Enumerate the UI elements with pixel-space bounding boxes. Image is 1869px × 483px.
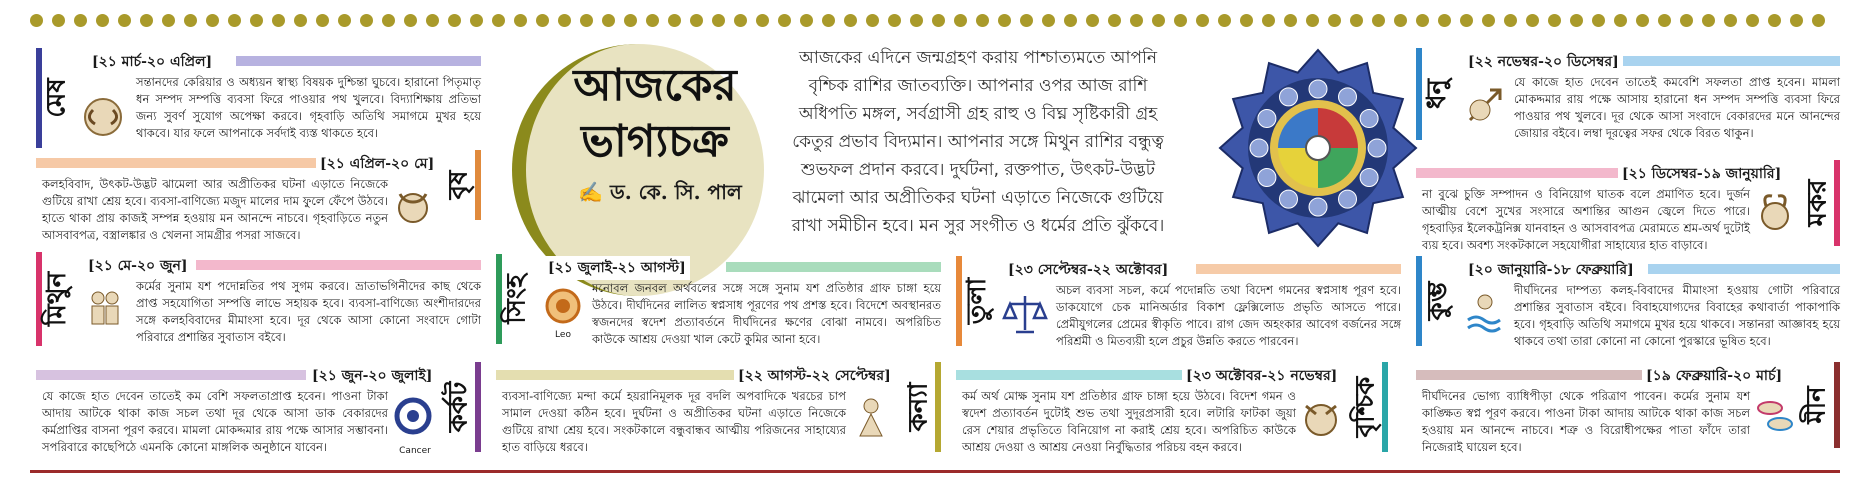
goat-icon bbox=[1750, 188, 1800, 238]
sign-text: যে কাজে হাত দেবেন তাতেই কমবেশি সফলতা প্রাপ্ত হবেন। মামলা মোকদ্দমার রায় পক্ষে আসায় হারানো ধন সম্পদ সম্পত্তি ব্যবসা ফিরে পাওয়ার পথ খুলবে। দূর থেকে আসা সংবাদে বেকারদের মনে আনন্দের জোয়ার বইবে। লম্বা দূরত্বের সফর থেকে বিরত থাকুন। bbox=[1514, 75, 1840, 140]
wheel-sign-badge bbox=[1258, 110, 1276, 128]
wheel-sign-badge bbox=[1280, 190, 1298, 208]
border-dot bbox=[250, 14, 263, 27]
color-bar bbox=[496, 370, 736, 380]
title-line-2: ভাগ্যচক্র bbox=[581, 116, 729, 167]
border-dot bbox=[492, 14, 505, 27]
sign-tab-kanya bbox=[903, 362, 941, 452]
border-dot bbox=[404, 14, 417, 27]
sign-box-makar bbox=[1416, 160, 1840, 260]
sign-tab-brisha bbox=[443, 150, 481, 220]
border-dot bbox=[690, 14, 703, 27]
border-dot bbox=[1064, 14, 1077, 27]
border-dot bbox=[602, 14, 615, 27]
lion-icon bbox=[538, 284, 588, 334]
color-bar bbox=[1612, 56, 1840, 66]
sign-date: [২৩ সেপ্টেম্বর-২২ অক্টোবর] bbox=[1004, 258, 1172, 282]
sign-text: কর্মের সুনাম যশ পদোন্নতির পথ সুগম করবে। ভ্রাতাভগিনীদের কাছ থেকে প্রাপ্ত সহযোগিতা সম্পত্তি লাভে সহায়ক হবে। ব্যবসা-বাণিজ্যে অংশীদারদের সঙ্গে কলহবিবাদের মীমাংসা হবে। দূর থেকে আসা কোনো সংবাদে গোটা পরিবারে প্রশান্তির সুবাতাস বইবে। bbox=[136, 279, 481, 344]
sign-box-dhanu bbox=[1416, 48, 1840, 148]
scales-icon bbox=[1000, 290, 1050, 340]
wheel-sign-badge bbox=[1360, 110, 1378, 128]
sign-box-meen bbox=[1416, 362, 1840, 462]
author bbox=[560, 178, 760, 211]
sign-box-brishchik bbox=[956, 362, 1401, 462]
sign-box-brisha bbox=[36, 150, 481, 250]
border-dot bbox=[1768, 14, 1781, 27]
border-dot bbox=[1394, 14, 1407, 27]
border-dot bbox=[536, 14, 549, 27]
wheel-sign-badge bbox=[1280, 88, 1298, 106]
sign-text: না বুঝে চুক্তি সম্পাদন ও বিনিয়োগ ঘাতক বলে প্রমাণিত হবে। দুর্জন আত্মীয় বেশে সুখের সংসারে অশান্তির আগুন জ্বেলে দিতে পারে। গৃহবাড়ির ইলেকট্রনিক্স যানবাহন ও আসবাবপত্র মেরামতে শ্রম-অর্থ দুটোই ব্যয় হবে। অবশ্য সংকটকালে সহযোগীরা সাহায্যের হাত বাড়াবে। bbox=[1422, 187, 1750, 252]
border-dot bbox=[30, 14, 43, 27]
border-dot bbox=[1174, 14, 1187, 27]
border-dot bbox=[888, 14, 901, 27]
crab-icon bbox=[388, 394, 438, 444]
color-bar bbox=[196, 260, 481, 270]
border-dot bbox=[1130, 14, 1143, 27]
sign-text: কলহবিবাদ, উৎকট-উদ্ভট ঝামেলা আর অপ্রীতিকর ঘটনা এড়াতে নিজেকে গুটিয়ে রাখা শ্রেয় হবে। ব্যবসা-বাণিজ্যে মজুদ মালের দাম ফুলে ফেঁপে উঠবে। হাতে থাকা প্রায় কাজই সম্পন্ন হওয়ায় মন আনন্দে নাচবে। গৃহবাড়িতে নতুন আসবাবপত্র, বস্ত্রালঙ্কার ও খেলনা সামগ্রীর পসরা সাজবে। bbox=[42, 177, 388, 242]
border-dot bbox=[1262, 14, 1275, 27]
border-dot bbox=[1020, 14, 1033, 27]
border-dot bbox=[360, 14, 373, 27]
sign-date: [১৯ ফেব্রুয়ারি-২০ মার্চ] bbox=[1642, 364, 1786, 388]
wheel-sign-badge bbox=[1309, 198, 1327, 216]
border-dot bbox=[910, 14, 923, 27]
wheel-sign-badge bbox=[1258, 169, 1276, 187]
sign-name: তুলা bbox=[962, 277, 993, 325]
sign-name: কন্যা bbox=[903, 382, 934, 432]
border-dot bbox=[1724, 14, 1737, 27]
sign-text: কর্ম অর্থ মোক্ষ সুনাম যশ প্রতিষ্ঠার গ্রাফ চাঙ্গা হয়ে উঠবে। বিদেশ গমন ও স্বদেশ প্রত্যাবর্তন দুটোই শুভ তথা সুদূরপ্রসারী হবে। লটারি ফাটকা জুয়া রেস শেয়ার প্রভৃতিতে বিনিয়োগ না করাই শ্রেয় হবে। অপরিচিত কাউকে আশ্রয় দেওয়া ও আশ্রয় নেওয়া নির্বুদ্ধিতার পরিচয় বহন করবে। bbox=[962, 389, 1296, 454]
sign-text: ব্যবসা-বাণিজ্যে মন্দা কর্মে হয়রানিমূলক দূর বদলি অপবাদিকে খরচের চাপ সামাল দেওয়া কঠিন হবে। দুর্ঘটনা ও অপ্রীতিকর ঘটনা এড়াতে নিজেকে গুটিয়ে রাখা শ্রেয় হবে। সংকটকালে বন্ধুবান্ধব আত্মীয় পরিজনের সাহায্যের হাত বাড়িয়ে ধরবে। bbox=[502, 389, 846, 454]
border-dot bbox=[162, 14, 175, 27]
sign-tab-tula bbox=[956, 256, 994, 346]
title-line-1: আজকের bbox=[573, 60, 737, 111]
border-dot bbox=[96, 14, 109, 27]
sign-box-kanya bbox=[496, 362, 941, 462]
border-dot bbox=[338, 14, 351, 27]
bull-icon bbox=[388, 180, 438, 230]
border-dot bbox=[294, 14, 307, 27]
archer-icon bbox=[1460, 80, 1510, 130]
scorpion-icon bbox=[1296, 394, 1346, 444]
footer-line bbox=[30, 470, 1840, 473]
border-dot bbox=[1416, 14, 1429, 27]
sign-text: অচল ব্যবসা সচল, কর্মে পদোন্নতি তথা বিদেশ গমনের স্বপ্নসাধ পূরণ হবে। ডাকযোগে চেক মানিঅর্ডার বিকাশ ফ্লেক্সিলোড প্রভৃতি আসতে পারে। প্রেমীযুগলের প্রেমের স্বীকৃতি পাবে। রাগ জেদ অহংকার আবেগ বর্জনের সঙ্গে পরিশ্রমী ও মিতব্যয়ী হলে প্রচুর উন্নতি করতে পারবেন। bbox=[1056, 283, 1401, 348]
color-bar bbox=[36, 158, 336, 168]
sign-name: মেষ bbox=[42, 78, 73, 118]
border-dot bbox=[206, 14, 219, 27]
sign-name: সিংহ bbox=[502, 274, 532, 324]
sign-name: ধনু bbox=[1422, 78, 1452, 110]
sign-date: [২১ মার্চ-২০ এপ্রিল] bbox=[88, 50, 216, 74]
sign-tab-kumbha bbox=[1416, 256, 1454, 346]
sign-box-singha bbox=[496, 254, 941, 354]
border-dot bbox=[712, 14, 725, 27]
sign-date: [২১ জুলাই-২১ আগস্ট] bbox=[544, 256, 690, 280]
sign-tab-brishchik bbox=[1350, 362, 1388, 452]
border-dot bbox=[1460, 14, 1473, 27]
intro-text: আজকের এদিনে জন্মগ্রহণ করায় পাশ্চাত্যমতে আপনি বৃশ্চিক রাশির জাতব্যক্তি। আপনার ওপর আজ রাশি অধিপতি মঙ্গল, সর্বগ্রাসী গ্রহ রাহু ও বিঘ্ন সৃষ্টিকারী গ্রহ কেতুর প্রভাব বিদ্যমান। আপনার সঙ্গে মিথুন রাশির বন্ধুত্ব শুভফল প্রদান করবে। দুর্ঘটনা, রক্তপাত, উৎকট-উদ্ভট ঝামেলা আর অপ্রীতিকর ঘটনা এড়াতে নিজেকে গুটিয়ে রাখা সমীচীন হবে। মন সুর সংগীত ও ধর্মের প্রতি ঝুঁকবে। bbox=[791, 48, 1165, 236]
sign-tab-dhanu bbox=[1416, 48, 1454, 140]
border-dot bbox=[118, 14, 131, 27]
water-bearer-icon bbox=[1460, 288, 1510, 338]
sign-tab-mesh bbox=[36, 48, 74, 148]
virgin-icon bbox=[846, 392, 896, 442]
color-bar bbox=[1196, 264, 1401, 274]
border-dot bbox=[822, 14, 835, 27]
pen-icon: ✍ bbox=[578, 180, 611, 204]
border-dot bbox=[272, 14, 285, 27]
border-dot bbox=[1812, 14, 1825, 27]
border-dot bbox=[866, 14, 879, 27]
twins-icon bbox=[80, 282, 130, 332]
wheel-sign-badge bbox=[1339, 190, 1357, 208]
sign-date: [২১ জুন-২০ জুলাই] bbox=[308, 364, 436, 388]
sign-text: মনোবল জনবল অর্থবলের সঙ্গে সঙ্গে সুনাম যশ প্রতিষ্ঠার গ্রাফ চাঙ্গা হয়ে উঠবে। দীর্ঘদিনের লালিত স্বপ্নসাধ পূরণের পথ প্রশস্ত হবে। বিদেশে অবস্থানরত স্বজনদের স্বদেশ প্রত্যাবর্তনে দীর্ঘদিনের ক্ষণের বোঝা নামবে। অপরিচিত কাউকে আশ্রয় দেওয়া খাল কেটে কুমির আনা হবে। bbox=[592, 281, 941, 346]
color-bar bbox=[36, 370, 306, 380]
border-dot bbox=[1438, 14, 1451, 27]
border-dot bbox=[1746, 14, 1759, 27]
sign-date: [২২ নভেম্বর-২০ ডিসেম্বর] bbox=[1464, 50, 1623, 74]
border-dot bbox=[756, 14, 769, 27]
border-dot bbox=[1108, 14, 1121, 27]
border-dot bbox=[778, 14, 791, 27]
sign-date: [২১ মে-২০ জুন] bbox=[84, 254, 192, 278]
border-dot bbox=[470, 14, 483, 27]
sign-name: বৃশ্চিক bbox=[1350, 376, 1381, 438]
sign-tab-meen bbox=[1802, 362, 1840, 448]
border-dot bbox=[514, 14, 527, 27]
border-dot bbox=[1504, 14, 1517, 27]
border-dot bbox=[74, 14, 87, 27]
sign-date: [২১ এপ্রিল-২০ মে] bbox=[316, 152, 438, 176]
border-dot bbox=[448, 14, 461, 27]
wheel-sign-badge bbox=[1309, 80, 1327, 98]
border-dot bbox=[140, 14, 153, 27]
wheel-sign-badge bbox=[1339, 88, 1357, 106]
color-bar bbox=[726, 262, 941, 272]
border-dot bbox=[998, 14, 1011, 27]
border-dot bbox=[558, 14, 571, 27]
color-bar bbox=[1416, 370, 1646, 380]
border-dot bbox=[1526, 14, 1539, 27]
sign-tab-karkat bbox=[443, 362, 481, 452]
border-dot bbox=[624, 14, 637, 27]
border-dot bbox=[1284, 14, 1297, 27]
sign-box-kumbha bbox=[1416, 256, 1840, 356]
sign-name: কুম্ভ bbox=[1422, 281, 1452, 321]
border-dot bbox=[1790, 14, 1803, 27]
border-dot bbox=[734, 14, 747, 27]
color-bar bbox=[1648, 264, 1840, 274]
sign-box-tula bbox=[956, 256, 1401, 356]
border-dot bbox=[954, 14, 967, 27]
border-dot bbox=[1350, 14, 1363, 27]
sign-tab-makar bbox=[1802, 160, 1840, 246]
sign-box-mesh bbox=[36, 48, 481, 160]
ram-icon bbox=[78, 92, 128, 142]
sign-box-mithun bbox=[36, 252, 481, 352]
border-dot bbox=[800, 14, 813, 27]
border-dot bbox=[844, 14, 857, 27]
border-dot bbox=[976, 14, 989, 27]
border-dot bbox=[1658, 14, 1671, 27]
border-dot bbox=[932, 14, 945, 27]
border-dot bbox=[1152, 14, 1165, 27]
border-dot bbox=[1548, 14, 1561, 27]
sign-text: দীর্ঘদিনের ভোগ্য ব্যাধিপীড়া থেকে পরিত্রাণ পাবেন। কর্মের সুনাম যশ কাঙ্ক্ষিত স্বপ্ন পূরণ করবে। পাওনা টাকা আদায় আটকে থাকা কাজ সচল হওয়ায় মন আনন্দে নাচবে। শত্রু ও বিরোধীপক্ষের পাতা ফাঁদে তারা নিজেরাই ঘায়েল হবে। bbox=[1422, 389, 1750, 454]
border-dot bbox=[668, 14, 681, 27]
wheel-sign-badge bbox=[1250, 139, 1268, 157]
border-dot bbox=[580, 14, 593, 27]
border-dot bbox=[184, 14, 197, 27]
color-bar bbox=[956, 370, 1186, 380]
border-dot bbox=[1570, 14, 1583, 27]
border-dot bbox=[1306, 14, 1319, 27]
zodiac-wheel-icon bbox=[1218, 48, 1418, 248]
border-dot bbox=[1372, 14, 1385, 27]
border-dot bbox=[1196, 14, 1209, 27]
border-dot bbox=[52, 14, 65, 27]
sign-date: [২২ আগস্ট-২২ সেপ্টেম্বর] bbox=[734, 364, 895, 388]
sign-text: সন্তানদের কেরিয়ার ও অধ্যয়ন স্বাস্থ্য বিষয়ক দুশ্চিন্তা ঘুচবে। হারানো পিতৃমাতৃ ধন সম্পদ সম্পত্তি ব্যবসা ফিরে পাওয়ার পথ খুলবে। বিদ্যাশিক্ষায় প্রতিভা জন্য সুবর্ণ সুযোগ অপেক্ষা করবে। গৃহবাড়ি অতিথি সমাগমে মুখর হয়ে থাকবে। যার ফলে আপনাকে সর্বদাই ব্যস্ত থাকতে হবে। bbox=[136, 75, 481, 140]
sign-tab-mithun bbox=[36, 252, 74, 346]
sign-name: মকর bbox=[1802, 179, 1832, 227]
sign-text: যে কাজে হাত দেবেন তাতেই কম বেশি সফলতাপ্রাপ্ত হবেন। পাওনা টাকা আদায় আটকে থাকা কাজ সচল তথা দূর থেকে আসা ডাক বেকারদের কর্মপ্রাপ্তির বাসনা পূরণ করবে। মামলা মোকদ্দমার রায় পক্ষে আসার সম্ভাবনা। সপরিবারে কাছেপিঠে এমনকি কোনো মাঙ্গলিক অনুষ্ঠানে যাবেন। bbox=[42, 389, 388, 454]
border-dot bbox=[316, 14, 329, 27]
border-dot bbox=[1240, 14, 1253, 27]
wheel-sign-badge bbox=[1360, 169, 1378, 187]
sign-date: [২০ জানুয়ারি-১৮ ফেব্রুয়ারি] bbox=[1464, 258, 1638, 282]
sign-box-karkat bbox=[36, 362, 481, 462]
border-dot bbox=[382, 14, 395, 27]
fish-icon bbox=[1750, 390, 1800, 440]
sign-date: [২১ ডিসেম্বর-১৯ জানুয়ারি] bbox=[1618, 162, 1785, 186]
border-dot bbox=[1042, 14, 1055, 27]
border-dot bbox=[1218, 14, 1231, 27]
dotted-border bbox=[30, 14, 1840, 28]
sign-name: বৃষ bbox=[443, 170, 473, 200]
sign-date: [২৩ অক্টোবর-২১ নভেম্বর] bbox=[1182, 364, 1341, 388]
wheel-sign-badge bbox=[1368, 139, 1386, 157]
icon-caption: Leo bbox=[555, 330, 571, 340]
page-title bbox=[540, 58, 770, 170]
border-dot bbox=[426, 14, 439, 27]
color-bar bbox=[236, 56, 481, 66]
border-dot bbox=[1702, 14, 1715, 27]
sign-text: দীর্ঘদিনের দাম্পত্য কলহ-বিবাদের মীমাংসা হওয়ায় গোটা পরিবারে প্রশান্তির সুবাতাস বইবে। বিবাহযোগ্যদের বিবাহের কথাবার্তা পাকাপাকি হবে। গৃহবাড়ি অতিথি সমাগমে মুখর হয়ে থাকবে। সন্তানরা আজ্ঞাবহ হয়ে থাকবে তথা তারা কোনো না কোনো পুরস্কারে ভূষিত হবে। bbox=[1514, 283, 1840, 348]
border-dot bbox=[646, 14, 659, 27]
sign-name: মীন bbox=[1802, 386, 1832, 424]
border-dot bbox=[1636, 14, 1649, 27]
border-dot bbox=[1614, 14, 1627, 27]
sign-name: মিথুন bbox=[42, 271, 73, 327]
sign-tab-singha bbox=[496, 254, 534, 344]
color-bar bbox=[1416, 168, 1626, 178]
border-dot bbox=[228, 14, 241, 27]
author-name: ড. কে. সি. পাল bbox=[610, 180, 742, 204]
icon-caption: Cancer bbox=[399, 446, 431, 456]
border-dot bbox=[1680, 14, 1693, 27]
border-dot bbox=[1482, 14, 1495, 27]
sign-name: কর্কট bbox=[443, 381, 474, 433]
border-dot bbox=[1086, 14, 1099, 27]
border-dot bbox=[1592, 14, 1605, 27]
border-dot bbox=[1328, 14, 1341, 27]
